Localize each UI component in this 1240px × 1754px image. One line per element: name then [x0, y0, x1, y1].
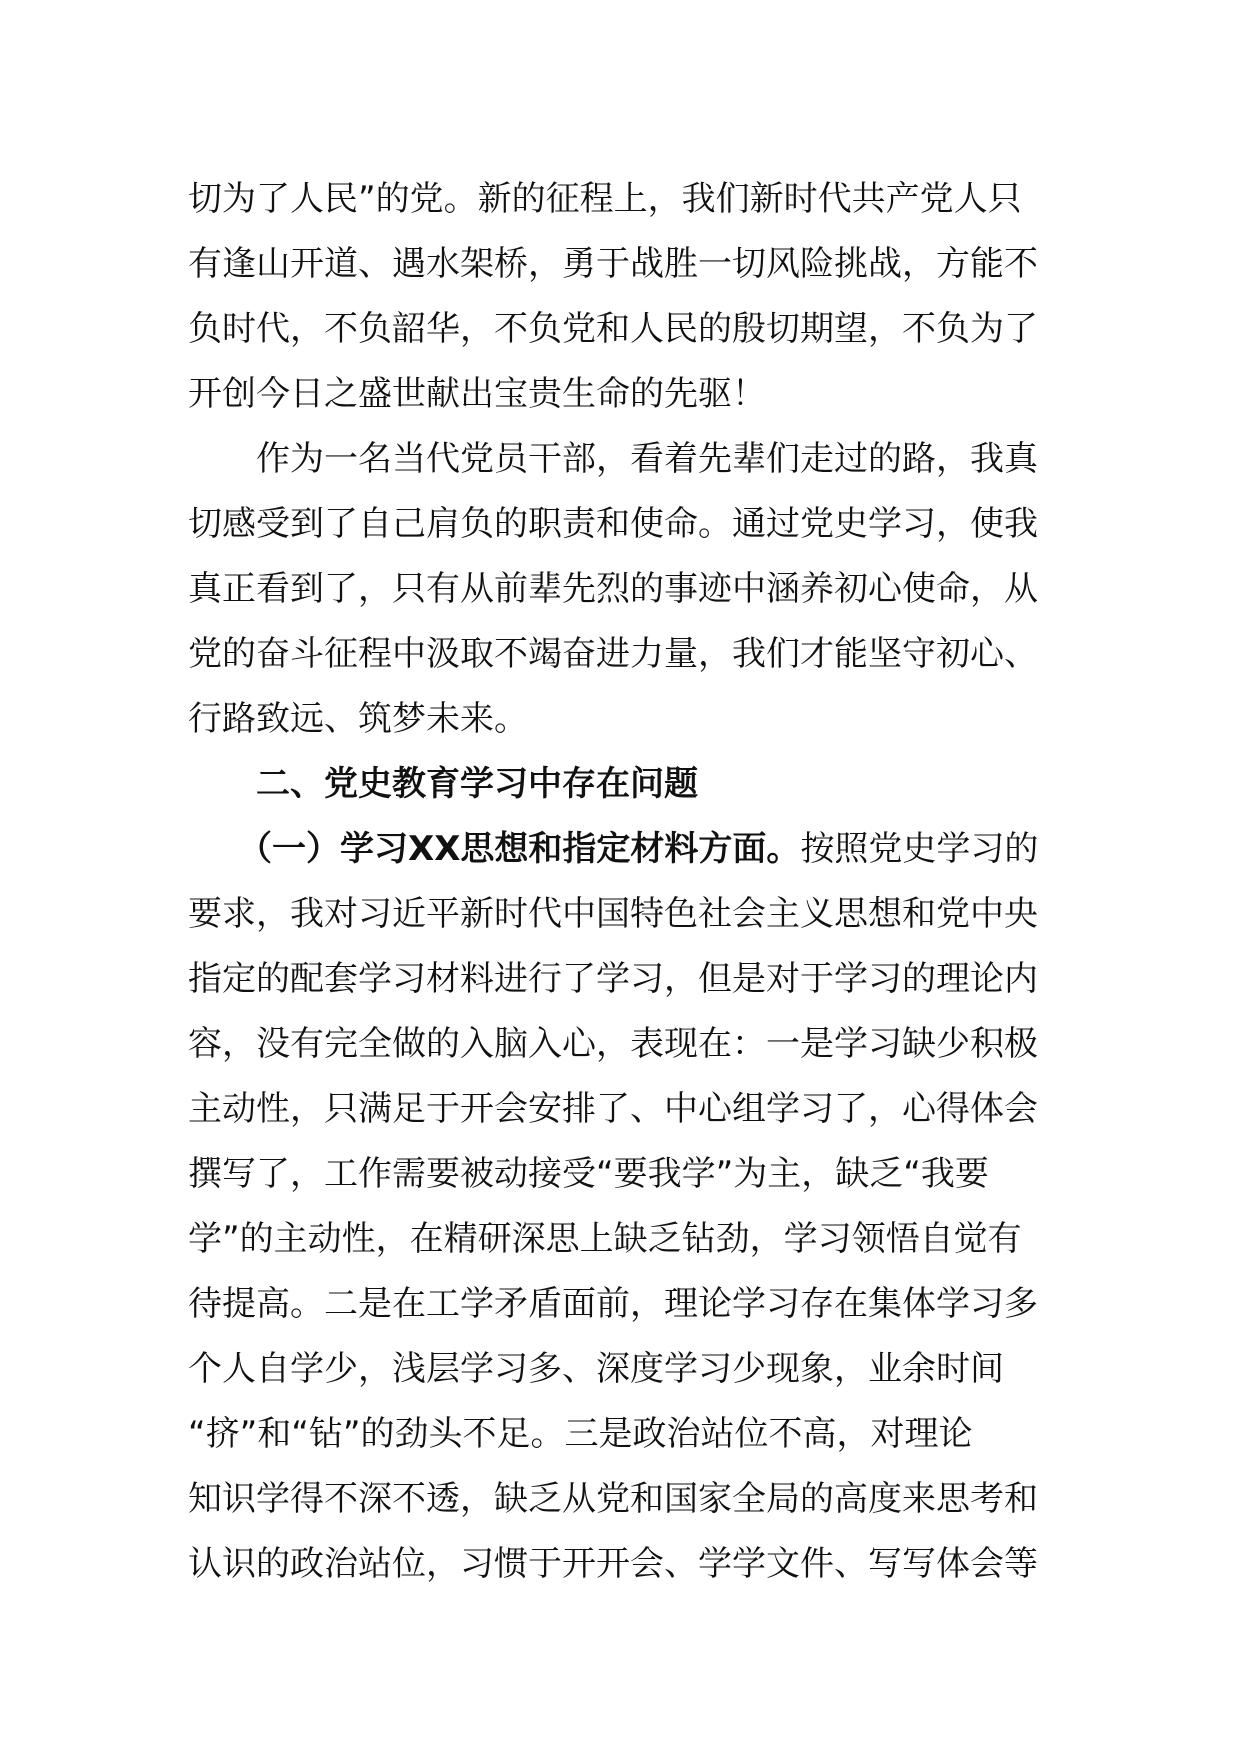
text-line: 待提高。二是在工学矛盾面前，理论学习存在集体学习多: [188, 1284, 1038, 1324]
paragraph-2: [188, 427, 1058, 752]
text-line: 主动性，只满足于开会安排了、中心组学习了，心得体会: [188, 1089, 1038, 1129]
text-line: 有逢山开道、遇水架桥，勇于战胜一切风险挑战，方能不: [188, 244, 1038, 284]
text-line: 知识学得不深不透，缺乏从党和国家全局的高度来思考和: [188, 1479, 1038, 1519]
text-line: 真正看到了，只有从前辈先烈的事迹中涵养初心使命，从: [188, 569, 1038, 609]
text-line: 要求，我对习近平新时代中国特色社会主义思想和党中央: [188, 894, 1038, 934]
subsection-paragraph: [188, 817, 1058, 1597]
document-page: [188, 167, 1058, 1597]
text-line: 撰写了，工作需要被动接受“要我学”为主，缺乏“我要: [188, 1154, 989, 1194]
subsection-title: （一）学习XX思想和指定材料方面。: [238, 829, 801, 869]
text-line: “挤”和“钻”的劲头不足。三是政治站位不高，对理论: [188, 1414, 973, 1454]
paragraph-1: [188, 167, 1058, 427]
text-line: 学”的主动性，在精研深思上缺乏钻劲，学习领悟自觉有: [188, 1219, 1022, 1259]
text-line: 党的奋斗征程中汲取不竭奋进力量，我们才能坚守初心、: [188, 634, 1038, 674]
text-line: 指定的配套学习材料进行了学习，但是对于学习的理论内: [188, 959, 1038, 999]
text-line: 切为了人民”的党。新的征程上，我们新时代共产党人只: [188, 179, 1022, 219]
text-line: 开创今日之盛世献出宝贵生命的先驱！: [188, 374, 766, 414]
text-line: 负时代，不负韶华，不负党和人民的殷切期望，不负为了: [188, 309, 1038, 349]
text-line: 作为一名当代党员干部，看着先辈们走过的路，我真: [256, 439, 1038, 479]
text-line: 个人自学少，浅层学习多、深度学习少现象，业余时间: [188, 1349, 1004, 1389]
text-line: 切感受到了自己肩负的职责和使命。通过党史学习，使我: [188, 504, 1038, 544]
section-heading: 二、党史教育学习中存在问题: [256, 764, 698, 804]
text-line: [188, 817, 1058, 882]
text-line: 行路致远、筑梦未来。: [188, 699, 528, 739]
text-line: 容，没有完全做的入脑入心，表现在：一是学习缺少积极: [188, 1024, 1038, 1064]
subsection-first-line-rest: 按照党史学习的: [800, 829, 1039, 869]
text-line: 认识的政治站位，习惯于开开会、学学文件、写写体会等: [188, 1544, 1038, 1584]
